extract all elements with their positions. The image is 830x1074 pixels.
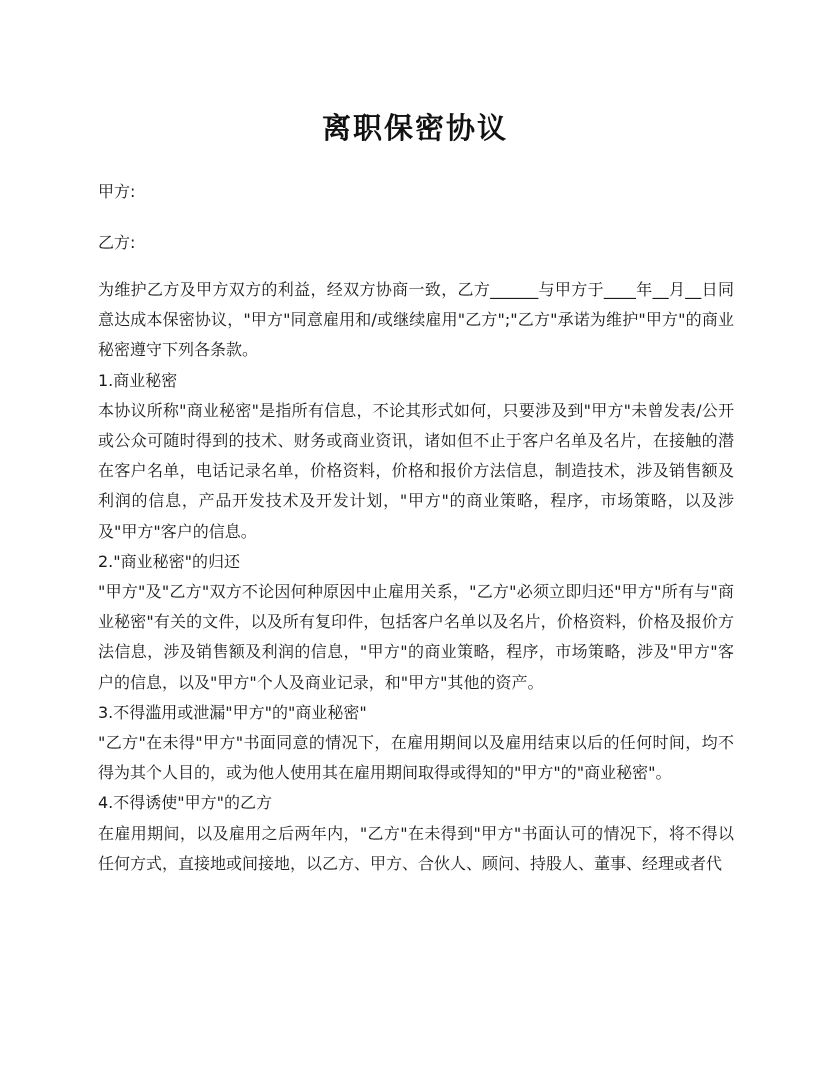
party-b-label: 乙方:	[98, 233, 136, 252]
section-text-2: "甲方"及"乙方"双方不论因何种原因中止雇用关系，"乙方"必须立即归还"甲方"所有与"商业秘密"有关的文件，以及所有复印件，包括客户名单以及名片，价格资料，价格及报价方法信息，涉及销售额及利润的信息，"甲方"的商业策略，程序，市场策略，涉及"甲方"客户的信息，以及"甲方"个人及商业记录，和"甲方"其他的资产。	[98, 582, 734, 692]
section-text-3: "乙方"在未得"甲方"书面同意的情况下，在雇用期间以及雇用结束以后的任何时间，均不得为其个人目的，或为他人使用其在雇用期间取得或得知的"甲方"的"商业秘密"。	[98, 733, 734, 783]
section-heading-3: 3.不得滥用或泄漏"甲方"的"商业秘密"	[98, 702, 367, 722]
section-heading-2: 2."商业秘密"的归还	[98, 551, 240, 571]
section-heading-4: 4.不得诱使"甲方"的乙方	[98, 793, 272, 813]
document-title: 离职保密协议	[321, 111, 508, 145]
section-text-1: 本协议所称"商业秘密"是指所有信息，不论其形式如何，只要涉及到"甲方"未曾发表/公开或公众可随时得到的技术、财务或商业资讯，诸如但不止于客户名单及名片，在接触的潜在客户名单，电话记录名单，价格资料，价格和报价方法信息，制造技术，涉及销售额及利润的信息，产品开发技术及开发计划，"甲方"的商业策略，程序，市场策略，以及涉及"甲方"客户的信息。	[98, 400, 734, 541]
section-heading-1: 1.商业秘密	[98, 370, 178, 390]
intro-paragraph: 为维护乙方及甲方双方的利益，经双方协商一致，乙方______与甲方于____年__月__日同意达成本保密协议，"甲方"同意雇用和/或继续雇用"乙方";"乙方"承诺为维护"甲方"的商业秘密遵守下列各条款。	[98, 280, 734, 360]
document-body	[98, 275, 734, 879]
section-text-4: 在雇用期间，以及雇用之后两年内，"乙方"在未得到"甲方"书面认可的情况下，将不得以任何方式，直接地或间接地，以乙方、甲方、合伙人、顾问、持股人、董事、经理或者代	[98, 823, 734, 873]
party-a-label: 甲方:	[98, 182, 136, 201]
